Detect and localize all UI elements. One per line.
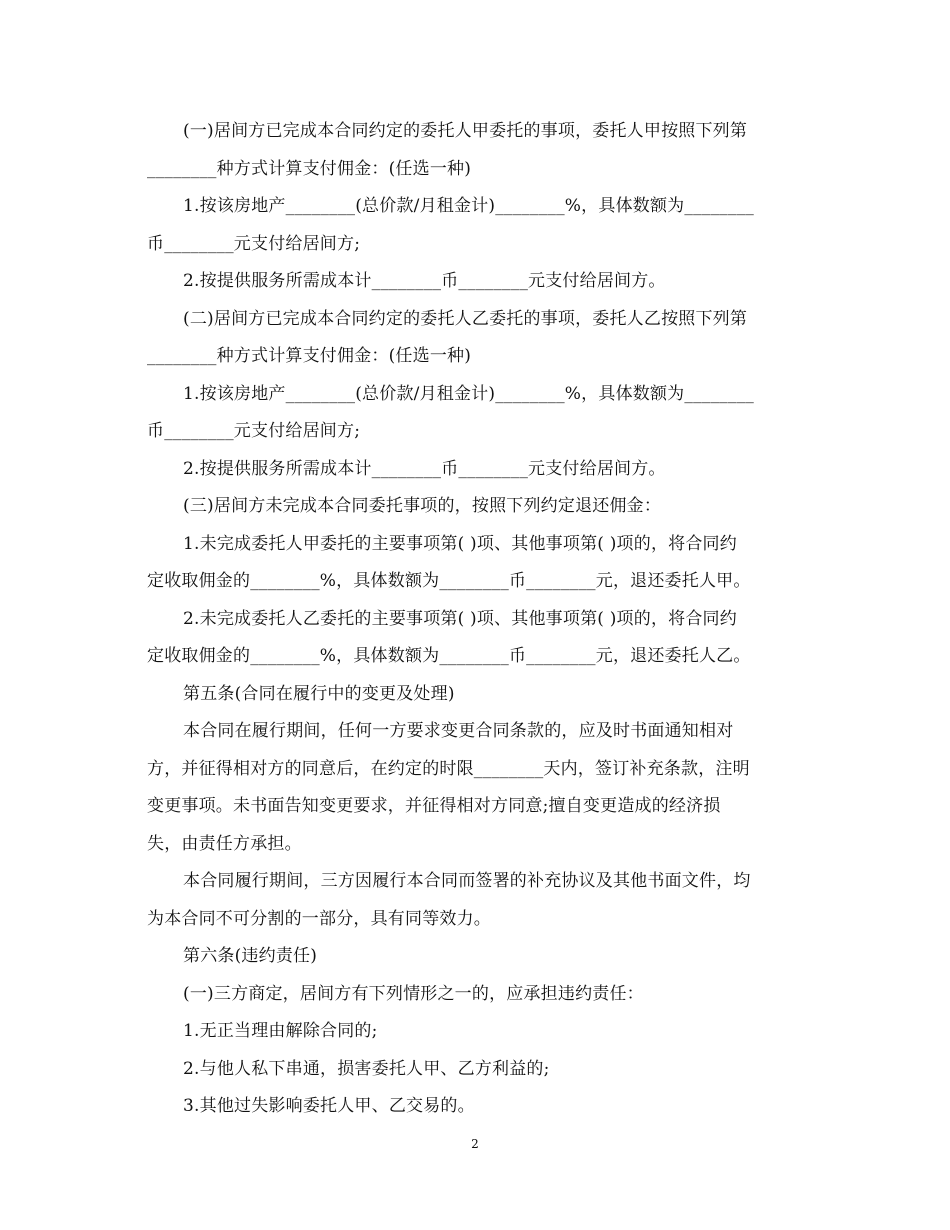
page-number: 2: [471, 1137, 479, 1151]
text-line: 3.其他过失影响委托人甲、乙交易的。: [183, 1096, 475, 1116]
text-line: 1.未完成委托人甲委托的主要事项第( )项、其他事项第( )项的，将合同约: [183, 533, 737, 554]
text-line: 1.按该房地产________(总价款/月租金计)________%，具体数额为________: [183, 196, 754, 216]
text-line: 为本合同不可分割的一部分，具有同等效力。: [147, 908, 491, 929]
section-heading: 第五条(合同在履行中的变更及处理): [183, 683, 455, 704]
text-line: 失，由责任方承担。: [147, 833, 302, 854]
text-line: 币________元支付给居间方;: [147, 421, 361, 441]
text-line: 2.按提供服务所需成本计________币________元支付给居间方。: [183, 271, 666, 291]
text-line: 2.与他人私下串通，损害委托人甲、乙方利益的;: [183, 1058, 550, 1079]
text-line: (一)三方商定，居间方有下列情形之一的，应承担违约责任：: [183, 983, 644, 1004]
text-line: 2.未完成委托人乙委托的主要事项第( )项、其他事项第( )项的，将合同约: [183, 608, 737, 629]
text-line: 本合同履行期间，三方因履行本合同而签署的补充协议及其他书面文件，均: [183, 871, 751, 891]
text-line: (三)居间方未完成本合同委托事项的，按照下列约定退还佣金：: [183, 496, 662, 516]
text-line: 定收取佣金的________%，具体数额为________币________元，退还委托人甲。: [147, 571, 751, 591]
text-line: 1.无正当理由解除合同的;: [183, 1021, 378, 1041]
text-line: 币________元支付给居间方;: [147, 233, 361, 254]
text-line: ________种方式计算支付佣金：(任选一种): [147, 158, 472, 179]
text-line: 本合同在履行期间，任何一方要求变更合同条款的，应及时书面通知相对: [183, 721, 734, 741]
text-line: 定收取佣金的________%，具体数额为________币________元，退还委托人乙。: [147, 646, 751, 666]
text-line: 2.按提供服务所需成本计________币________元支付给居间方。: [183, 458, 666, 479]
section-heading: 第六条(违约责任): [183, 946, 318, 966]
text-line: 变更事项。未书面告知变更要求，并征得相对方同意;擅自变更造成的经济损: [147, 796, 721, 816]
text-line: (一)居间方已完成本合同约定的委托人甲委托的事项，委托人甲按照下列第: [183, 121, 748, 141]
document-body: [147, 113, 807, 1126]
text-line: 1.按该房地产________(总价款/月租金计)________%，具体数额为________: [183, 383, 754, 404]
text-line: 方，并征得相对方的同意后，在约定的时限________天内，签订补充条款，注明: [147, 758, 750, 779]
text-line: (二)居间方已完成本合同约定的委托人乙委托的事项，委托人乙按照下列第: [183, 308, 748, 329]
text-line: ________种方式计算支付佣金：(任选一种): [147, 346, 472, 366]
